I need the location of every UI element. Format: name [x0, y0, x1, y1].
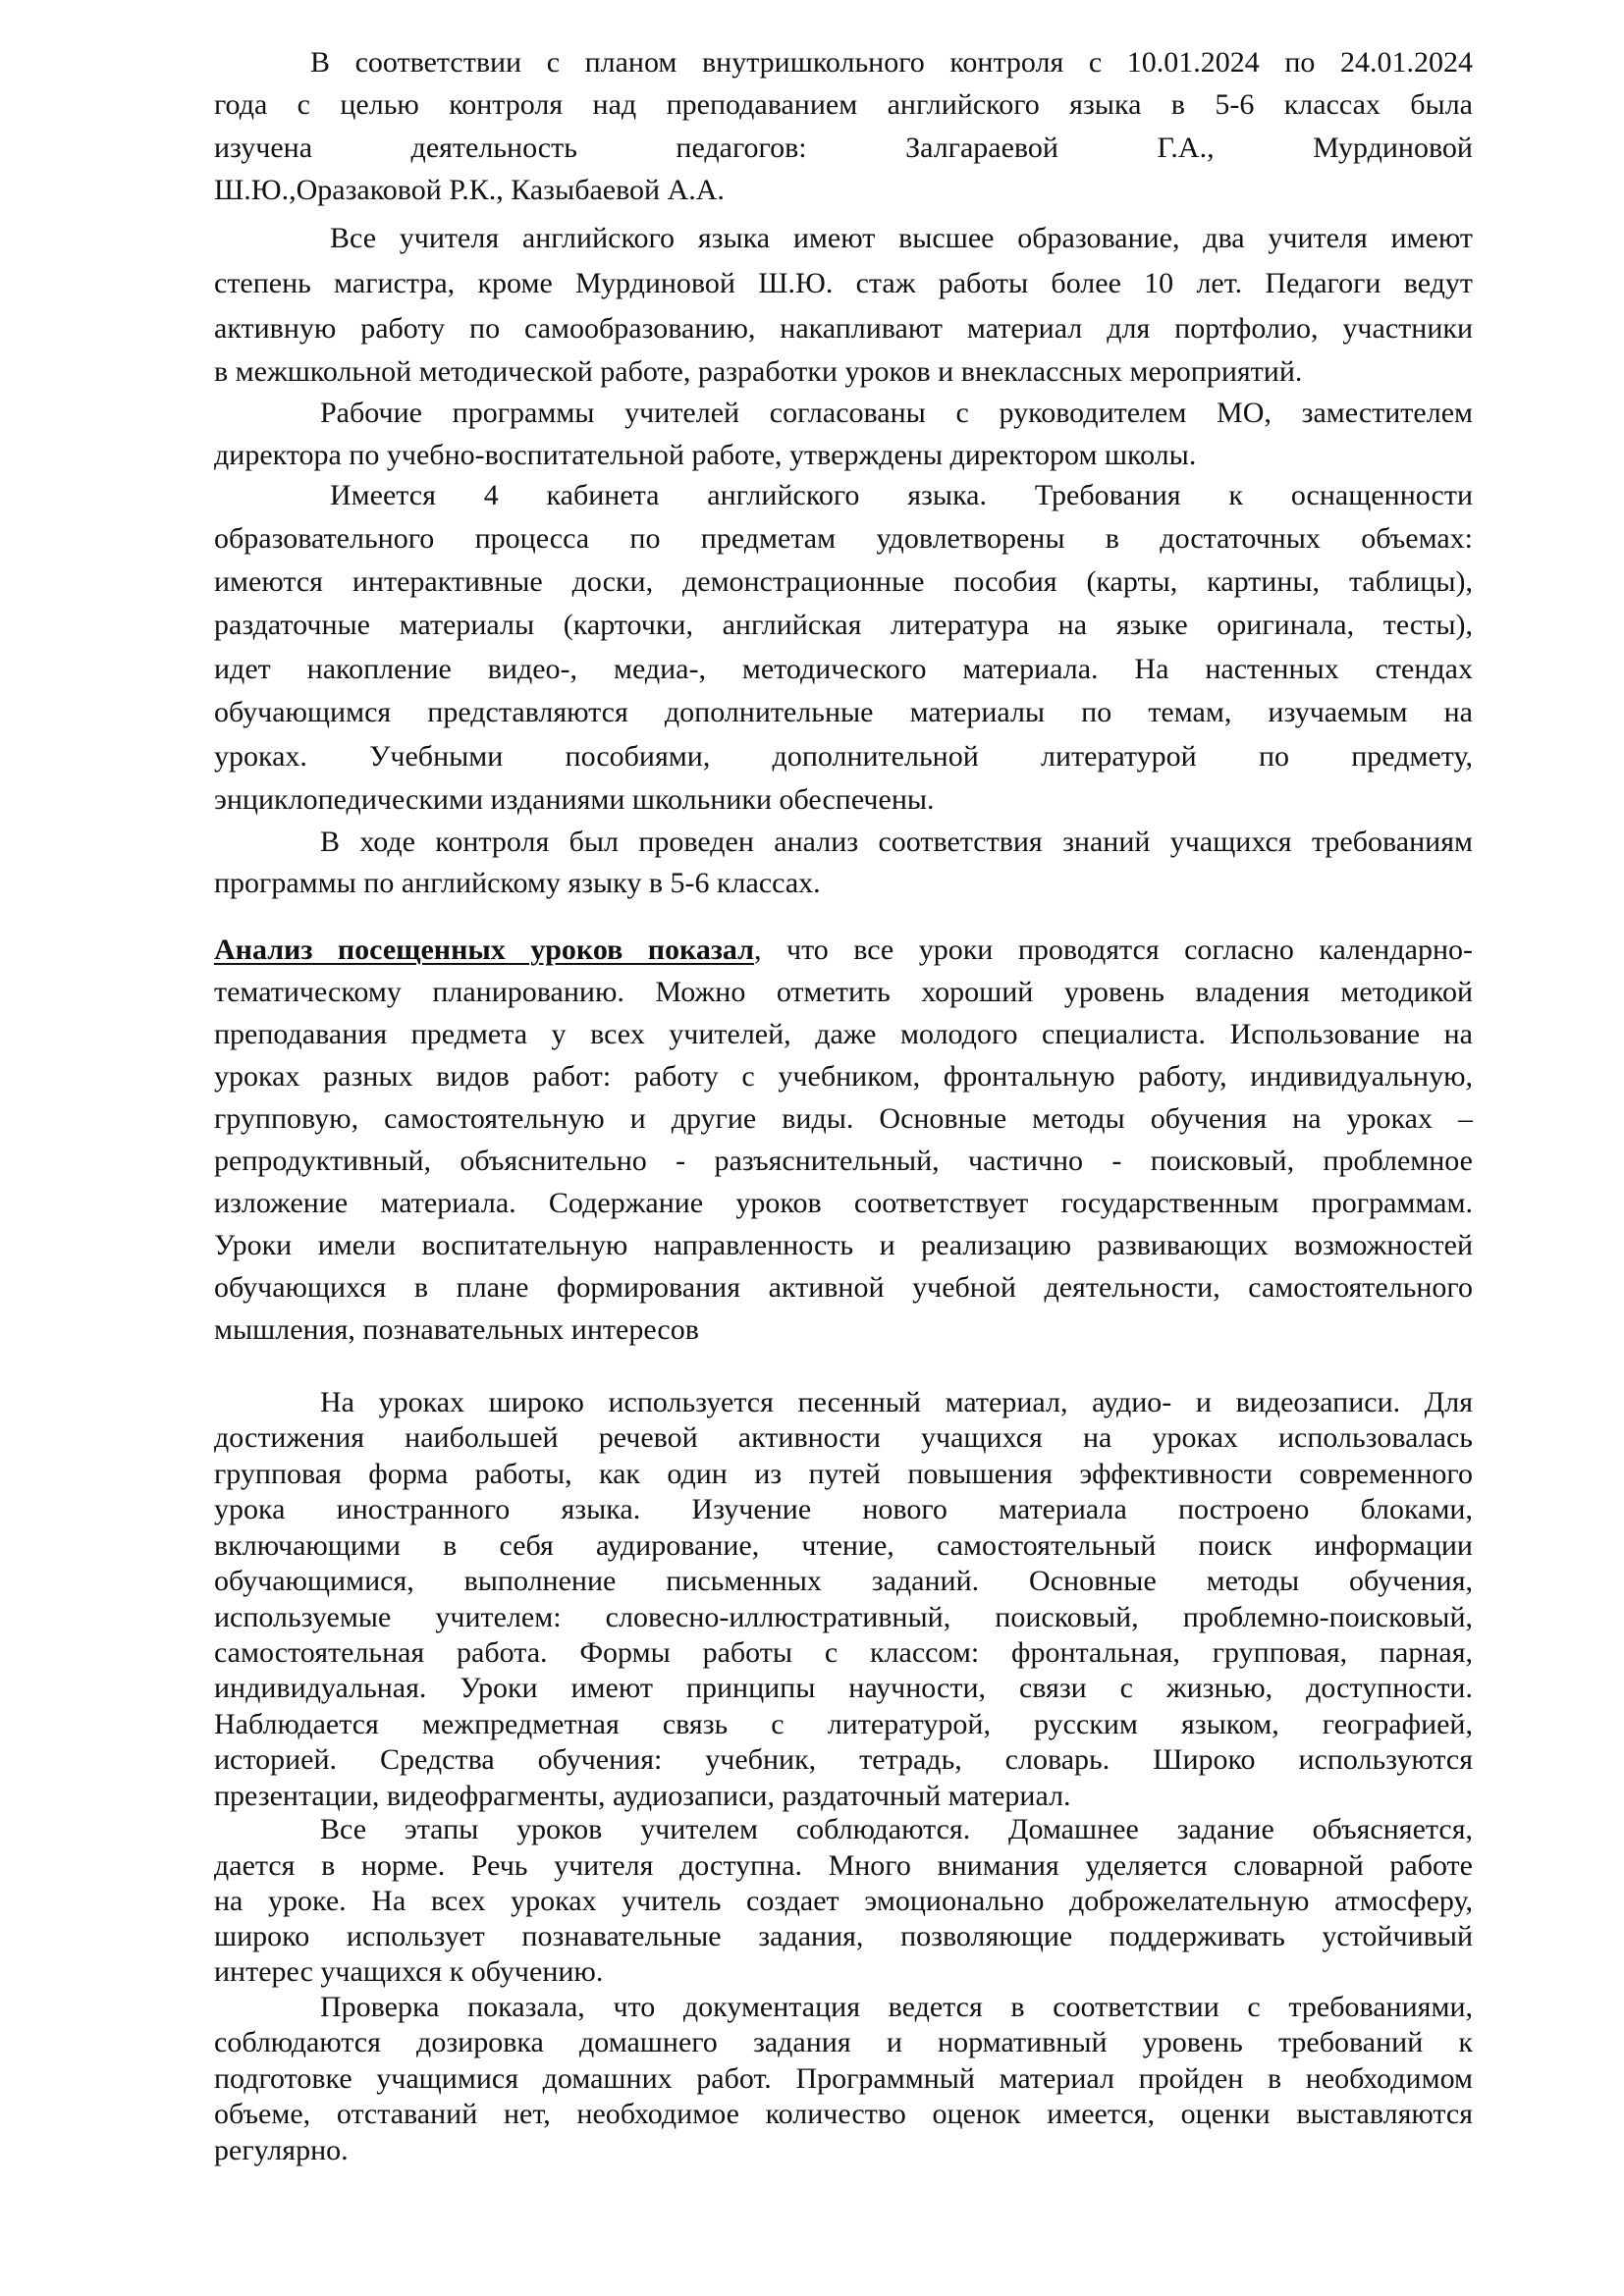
text-line: В ходе контроля был проведен анализ соответствия знаний учащихся требованиям	[320, 826, 1473, 858]
text-line: мышления, познавательных интересов	[214, 1313, 699, 1346]
text-line: энциклопедическими изданиями школьники обеспечены.	[214, 783, 935, 816]
text-line: историей. Средства обучения: учебник, тетрадь, словарь. Широко используются	[214, 1743, 1473, 1776]
text-line: репродуктивный, объяснительно - разъяснительный, частично - поисковый, проблемное	[214, 1145, 1473, 1177]
text-line: самостоятельная работа. Формы работы с классом: фронтальная, групповая, парная,	[214, 1636, 1473, 1669]
text-line: имеются интерактивные доски, демонстрационные пособия (карты, картины, таблицы),	[214, 565, 1473, 598]
text-line: соблюдаются дозировка домашнего задания и нормативный уровень требований к	[214, 2026, 1473, 2058]
text-line: Ш.Ю.,Оразаковой Р.К., Казыбаевой А.А.	[214, 174, 725, 206]
text-line: объеме, отставаний нет, необходимое количество оценок имеется, оценки выставляются	[214, 2098, 1473, 2130]
text-line: включающими в себя аудирование, чтение, самостоятельный поиск информации	[214, 1529, 1473, 1562]
text-line: Рабочие программы учителей согласованы с руководителем МО, заместителем	[320, 397, 1473, 429]
text-line: Все учителя английского языка имеют высшее образование, два учителя имеют	[330, 222, 1473, 254]
text-line: степень магистра, кроме Мурдиновой Ш.Ю. стаж работы более 10 лет. Педагоги ведут	[214, 267, 1473, 299]
text-line: на уроке. На всех уроках учитель создает эмоционально доброжелательную атмосферу,	[214, 1885, 1473, 1917]
text-line: групповую, самостоятельную и другие виды. Основные методы обучения на уроках –	[214, 1102, 1473, 1135]
text-line: достижения наибольшей речевой активности учащихся на уроках использовалась	[214, 1421, 1473, 1454]
text-line: активную работу по самообразованию, накапливают материал для портфолио, участники	[214, 312, 1473, 345]
text-line: презентации, видеофрагменты, аудиозаписи, раздаточный материал.	[214, 1780, 1071, 1812]
text-line: изложение материала. Содержание уроков соответствует государственным программам.	[214, 1187, 1473, 1219]
text-line: образовательного процесса по предметам удовлетворены в достаточных объемах:	[214, 522, 1473, 555]
text-line	[214, 933, 1473, 968]
text-line: обучающимся представляются дополнительные материалы по темам, изучаемым на	[214, 696, 1473, 728]
text-line: обучающимися, выполнение письменных заданий. Основные методы обучения,	[214, 1565, 1473, 1597]
text-line: регулярно.	[214, 2134, 349, 2166]
text-line: групповая форма работы, как один из путей повышения эффективности современного	[214, 1458, 1473, 1490]
section-heading: Анализ посещенных уроков показал	[214, 934, 755, 966]
text-line: подготовке учащимися домашних работ. Программный материал пройден в необходимом	[214, 2062, 1473, 2095]
text-line: тематическому планированию. Можно отметить хороший уровень владения методикой	[214, 976, 1473, 1008]
text-line: директора по учебно-воспитательной работе, утверждены директором школы.	[214, 439, 1197, 471]
text-line: программы по английскому языку в 5-6 классах.	[214, 867, 821, 899]
text-line: урока иностранного языка. Изучение нового материала построено блоками,	[214, 1493, 1473, 1525]
text-line: раздаточные материалы (карточки, английская литература на языке оригинала, тесты),	[214, 609, 1473, 641]
text-line: В соответствии с планом внутришкольного контроля с 10.01.2024 по 24.01.2024	[310, 46, 1473, 79]
text-line: уроках. Учебными пособиями, дополнительной литературой по предмету,	[214, 740, 1473, 773]
text-line: индивидуальная. Уроки имеют принципы научности, связи с жизнью, доступности.	[214, 1672, 1473, 1704]
text-line: в межшкольной методической работе, разработки уроков и внеклассных мероприятий.	[214, 355, 1303, 388]
text-line: Уроки имели воспитательную направленность и реализацию развивающих возможностей	[214, 1229, 1473, 1261]
heading-tail: , что все уроки проводятся согласно календарно-	[754, 934, 1473, 966]
text-line: На уроках широко используется песенный материал, аудио- и видеозаписи. Для	[320, 1386, 1473, 1418]
text-line: интерес учащихся к обучению.	[214, 1955, 604, 1988]
text-line: Имеется 4 кабинета английского языка. Требования к оснащенности	[330, 479, 1473, 511]
text-line: обучающихся в плане формирования активной учебной деятельности, самостоятельного	[214, 1271, 1473, 1304]
text-line: уроках разных видов работ: работу с учебником, фронтальную работу, индивидуальную,	[214, 1060, 1473, 1093]
text-line: Проверка показала, что документация ведется в соответствии с требованиями,	[320, 1991, 1473, 2023]
text-line: Все этапы уроков учителем соблюдаются. Домашнее задание объясняется,	[320, 1813, 1473, 1845]
text-line: изучена деятельность педагогов: Залгараевой Г.А., Мурдиновой	[214, 132, 1473, 164]
text-line: дается в норме. Речь учителя доступна. Много внимания уделяется словарной работе	[214, 1849, 1473, 1882]
text-line: широко использует познавательные задания, позволяющие поддерживать устойчивый	[214, 1920, 1473, 1952]
text-line: идет накопление видео-, медиа-, методического материала. На настенных стендах	[214, 653, 1473, 685]
text-line: используемые учителем: словесно-иллюстративный, поисковый, проблемно-поисковый,	[214, 1601, 1473, 1633]
text-line: года с целью контроля над преподаванием английского языка в 5-6 классах была	[214, 88, 1473, 121]
text-line: преподавания предмета у всех учителей, даже молодого специалиста. Использование на	[214, 1018, 1473, 1050]
text-line: Наблюдается межпредметная связь с литературой, русским языком, географией,	[214, 1708, 1473, 1740]
